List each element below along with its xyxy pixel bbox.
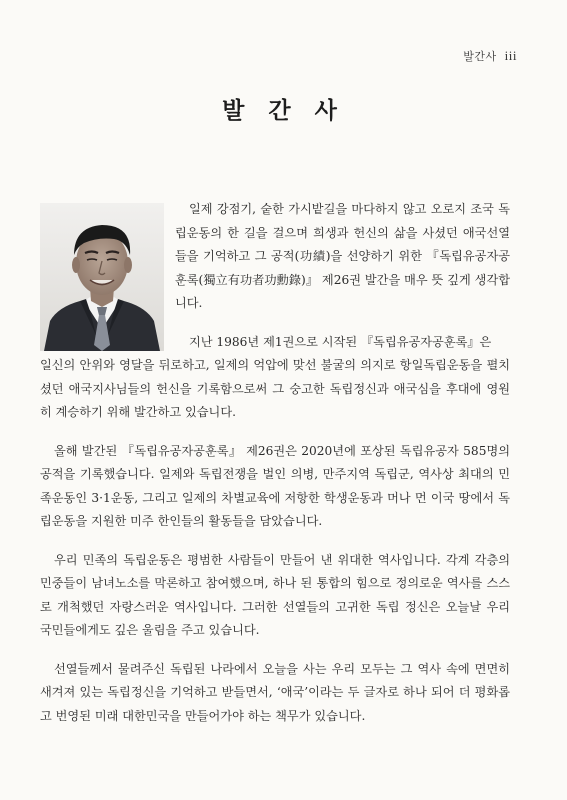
paragraph-3: 올해 발간된 『독립유공자공훈록』 제26권은 2020년에 포상된 독립유공자 585명의 공적을 기록했습니다. 일제와 독립전쟁을 벌인 의병, 만주지역 독립군, 역사상 최대의 민족운동인 3·1운동, 그리고 일제의 차별교육에 저항한 학생운동과 머나 먼 이국 땅에서 독립운동을 지원한 미주 한인들의 활동들을 담았습니다. [40, 443, 510, 528]
page-title: 발 간 사 [222, 97, 345, 124]
paragraph-2-lead: 지난 1986년 제1권으로 시작된 『독립유공자공훈록』은 [189, 334, 492, 349]
paragraph-2 [40, 331, 510, 425]
paragraph-5: 선열들께서 물려주신 독립된 나라에서 오늘을 사는 우리 모두는 그 역사 속에 면면히 새겨져 있는 독립정신을 기억하고 받들면서, ‘애국’이라는 두 글자로 하나 되어 더 평화롭고 번영된 미래 대한민국을 만들어가야 하는 책무가 있습니다. [40, 661, 510, 723]
paragraph-1 [40, 198, 510, 316]
page-number: iii [504, 48, 517, 63]
paragraph-1-text: 일제 강점기, 숱한 가시밭길을 마다하지 않고 오로지 조국 독립운동의 한 길을 걸으며 희생과 헌신의 삶을 사셨던 애국선열들을 기억하고 그 공적(功績)을 선양하기 위한 『독립유공자공훈록(獨立有功者功勳錄)』 제26권 발간을 매우 뜻 깊게 생각합니다. [175, 202, 510, 310]
foreword-body [40, 198, 510, 728]
running-header [463, 48, 517, 64]
paragraph-2-text: 일신의 안위와 영달을 뒤로하고, 일제의 억압에 맞선 불굴의 의지로 항일독립운동을 펼치셨던 애국지사님들의 헌신을 기록함으로써 그 숭고한 독립정신과 애국심을 후대에 영원히 계승하기 위해 발간하고 있습니다. [40, 358, 510, 419]
paragraph-4: 우리 민족의 독립운동은 평범한 사람들이 만들어 낸 위대한 역사입니다. 각계 각층의 민중들이 남녀노소를 막론하고 참여했으며, 하나 된 통합의 힘으로 정의로운 역사를 스스로 개척했던 자랑스러운 역사입니다. 그러한 선열들의 고귀한 독립 정신은 오늘날 우리 국민들에게도 깊은 울림을 주고 있습니다. [40, 552, 510, 637]
header-section: 발간사 [463, 50, 497, 63]
